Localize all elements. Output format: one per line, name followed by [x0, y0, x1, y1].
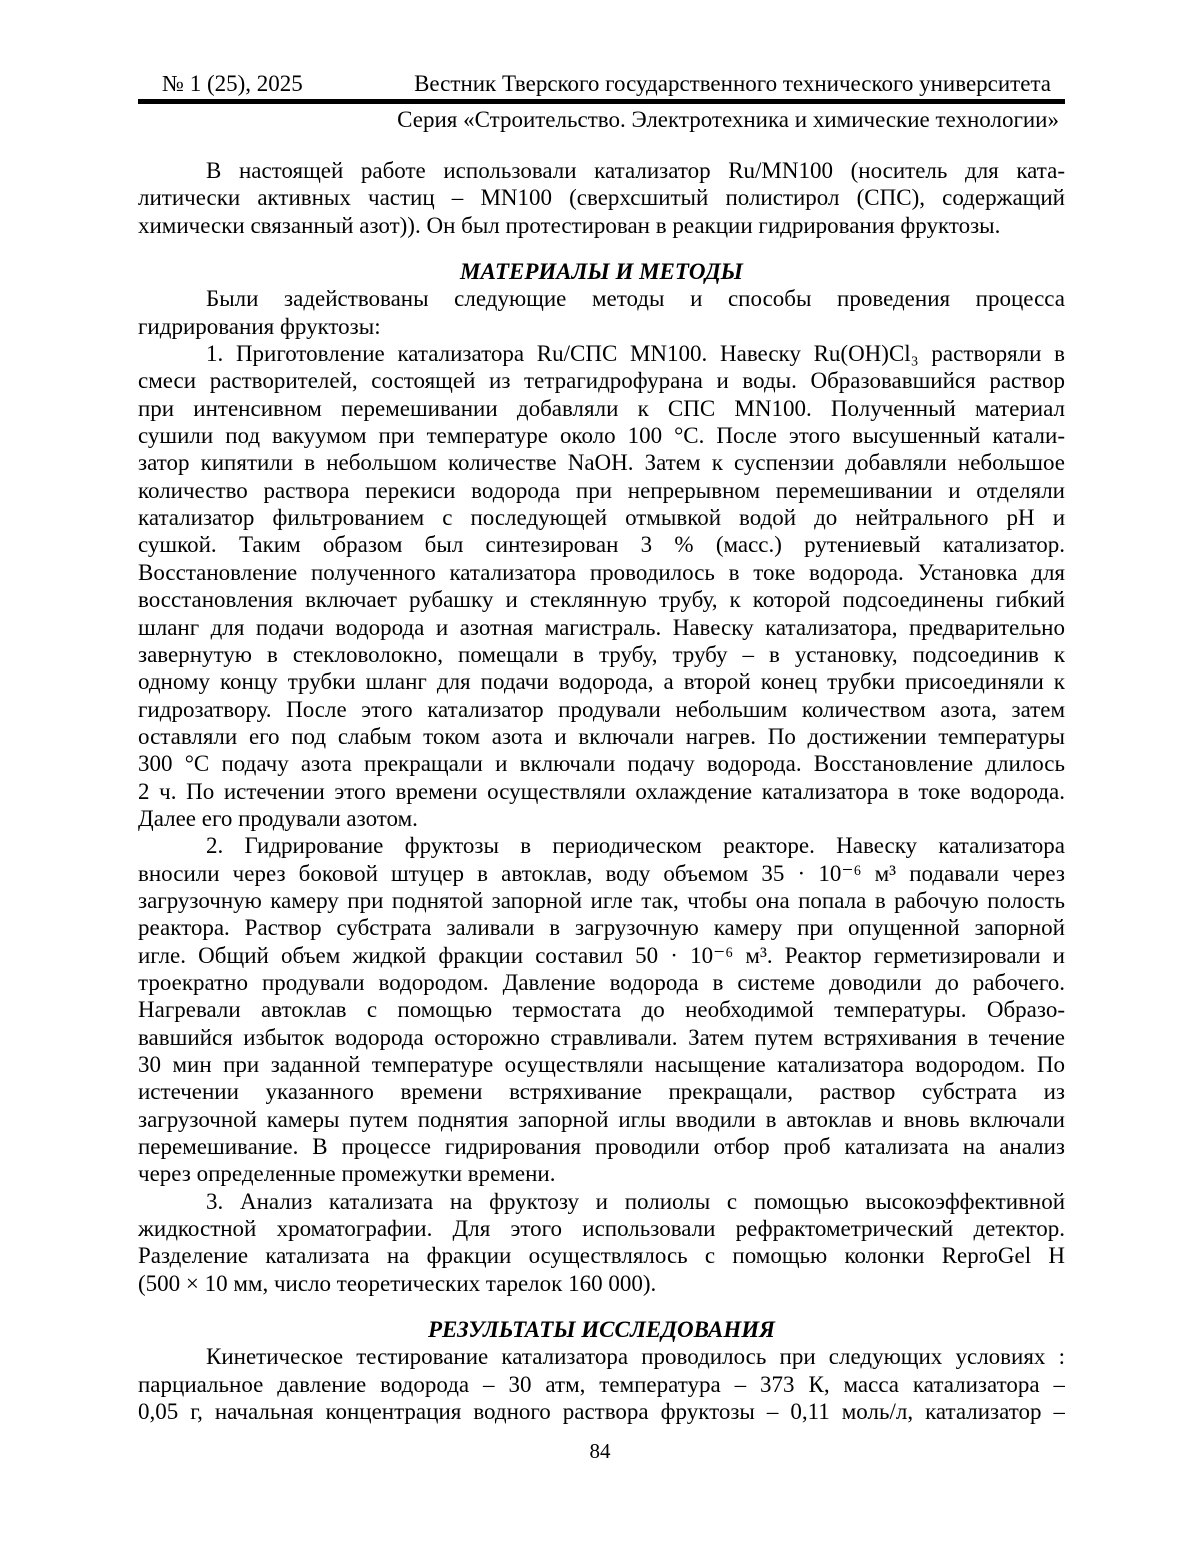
text-line: шланг для подачи водорода и азотная магистраль. Навеску катализатора, предварительно	[138, 614, 1065, 640]
text-line: завернутую в стекловолокно, помещали в трубу, трубу – в установку, подсоединив к	[138, 641, 1065, 667]
text-line: В настоящей работе использовали катализатор Ru/MN100 (носитель для ката-	[206, 158, 1065, 183]
text-line: гидрирования фруктозы:	[138, 313, 381, 339]
text-line: восстановления включает рубашку и стеклянную трубу, к которой подсоединены гибкий	[138, 587, 1065, 613]
section-heading: РЕЗУЛЬТАТЫ ИССЛЕДОВАНИЯ	[427, 1317, 776, 1343]
page-header	[138, 70, 1065, 134]
text-line: загрузочную камеру при поднятой запорной игле так, чтобы она попала в рабочую полость	[138, 887, 1065, 913]
text-line: сушкой. Таким образом был синтезирован 3 % (масс.) рутениевый катализатор.	[138, 532, 1065, 558]
text-line: количество раствора перекиси водорода при непрерывном перемешивании и отделяли	[138, 477, 1065, 503]
paragraph	[138, 157, 1065, 239]
issue-number: № 1 (25), 2025	[162, 71, 303, 96]
text-line: вносили через боковой штуцер в автоклав, воду объемом 35 · 10⁻⁶ м³ подавали через	[138, 860, 1065, 886]
text-line: 3. Анализ катализата на фруктозу и полиолы с помощью высокоэффективной	[206, 1188, 1065, 1214]
paragraph	[138, 340, 1065, 832]
text-line: перемешивание. В процессе гидрирования проводили отбор проб катализата на анализ	[138, 1134, 1065, 1160]
text-line: литически активных частиц – MN100 (сверхсшитый полистирол (СПС), содержащий	[138, 185, 1065, 211]
text-line: Были задействованы следующие методы и способы проведения процесса	[206, 286, 1065, 312]
paragraph	[138, 832, 1065, 1187]
text-line: гидрозатвору. После этого катализатор продували небольшим количеством азота, затем	[138, 696, 1065, 722]
section-heading: МАТЕРИАЛЫ И МЕТОДЫ	[460, 259, 743, 285]
text-line: 1. Приготовление катализатора Ru/СПС MN100. Навеску Ru(OH)Cl₃ растворяли в	[206, 341, 1065, 367]
header-rule	[138, 99, 1065, 104]
text-line: смеси растворителей, состоящей из тетрагидрофурана и воды. Образовавшийся раствор	[138, 368, 1065, 394]
text-line: игле. Общий объем жидкой фракции составил 50 · 10⁻⁶ м³. Реактор герметизировали и	[138, 942, 1065, 968]
paragraph	[138, 285, 1065, 340]
document-body	[138, 157, 1065, 1425]
text-line: оставляли его под слабым током азота и включали нагрев. По достижении температуры	[138, 723, 1065, 749]
text-line: вавшийся избыток водорода осторожно стравливали. Затем путем встряхивания в течение	[138, 1024, 1065, 1050]
text-line: (500 × 10 мм, число теоретических тарелок 160 000).	[138, 1270, 657, 1296]
text-line: жидкостной хроматографии. Для этого использовали рефрактометрический детектор.	[138, 1216, 1065, 1242]
page-number: 84	[589, 1439, 611, 1463]
text-line: 2 ч. По истечении этого времени осуществляли охлаждение катализатора в токе водорода.	[138, 778, 1065, 804]
text-line: 300 °C подачу азота прекращали и включали подачу водорода. Восстановление длилось	[138, 751, 1065, 777]
text-line: катализатор фильтрованием с последующей отмывкой водой до нейтрального pH и	[138, 505, 1065, 531]
text-line: при интенсивном перемешивании добавляли к СПС MN100. Полученный материал	[138, 395, 1065, 421]
paragraph	[138, 1343, 1065, 1425]
text-line: парциальное давление водорода – 30 атм, температура – 373 К, масса катализатора –	[138, 1371, 1065, 1397]
text-line: троекратно продували водородом. Давление водорода в системе доводили до рабочего.	[138, 969, 1065, 995]
text-line: Нагревали автоклав с помощью термостата до необходимой температуры. Образо-	[138, 997, 1065, 1023]
text-line: Далее его продували азотом.	[138, 805, 418, 831]
text-line: сушили под вакуумом при температуре около 100 °C. После этого высушенный катали-	[138, 423, 1065, 449]
text-line: 0,05 г, начальная концентрация водного раствора фруктозы – 0,11 моль/л, катализатор –	[138, 1399, 1065, 1425]
text-line: загрузочной камеры путем поднятия запорной иглы вводили в автоклав и вновь включали	[138, 1106, 1065, 1132]
text-line: Кинетическое тестирование катализатора проводилось при следующих условиях :	[206, 1344, 1065, 1370]
journal-title: Вестник Тверского государственного технического университета	[414, 71, 1051, 96]
text-line: одному концу трубки шланг для подачи водорода, а второй конец трубки присоединяли к	[138, 669, 1065, 695]
header-row	[138, 70, 1065, 98]
text-line: истечении указанного времени встряхивание прекращали, раствор субстрата из	[138, 1079, 1065, 1105]
text-line: 30 мин при заданной температуре осуществляли насыщение катализатора водородом. По	[138, 1052, 1065, 1077]
text-line: Разделение катализата на фракции осуществлялось с помощью колонки ReproGel H	[138, 1243, 1065, 1269]
text-line: химически связанный азот)). Он был протестирован в реакции гидрирования фруктозы.	[138, 212, 1001, 238]
text-line: реактора. Раствор субстрата заливали в загрузочную камеру при опущенной запорной	[138, 915, 1065, 941]
text-line: 2. Гидрирование фруктозы в периодическом реакторе. Навеску катализатора	[206, 833, 1065, 859]
page-footer	[0, 1438, 1200, 1464]
text-line: через определенные промежутки времени.	[138, 1161, 556, 1187]
text-line: затор кипятили в небольшом количестве NaOH. Затем к суспензии добавляли небольшое	[138, 450, 1065, 476]
paragraph	[138, 1188, 1065, 1297]
text-line: Восстановление полученного катализатора проводилось в токе водорода. Установка для	[138, 559, 1065, 585]
series-title: Серия «Строительство. Электротехника и химические технологии»	[397, 107, 1059, 132]
